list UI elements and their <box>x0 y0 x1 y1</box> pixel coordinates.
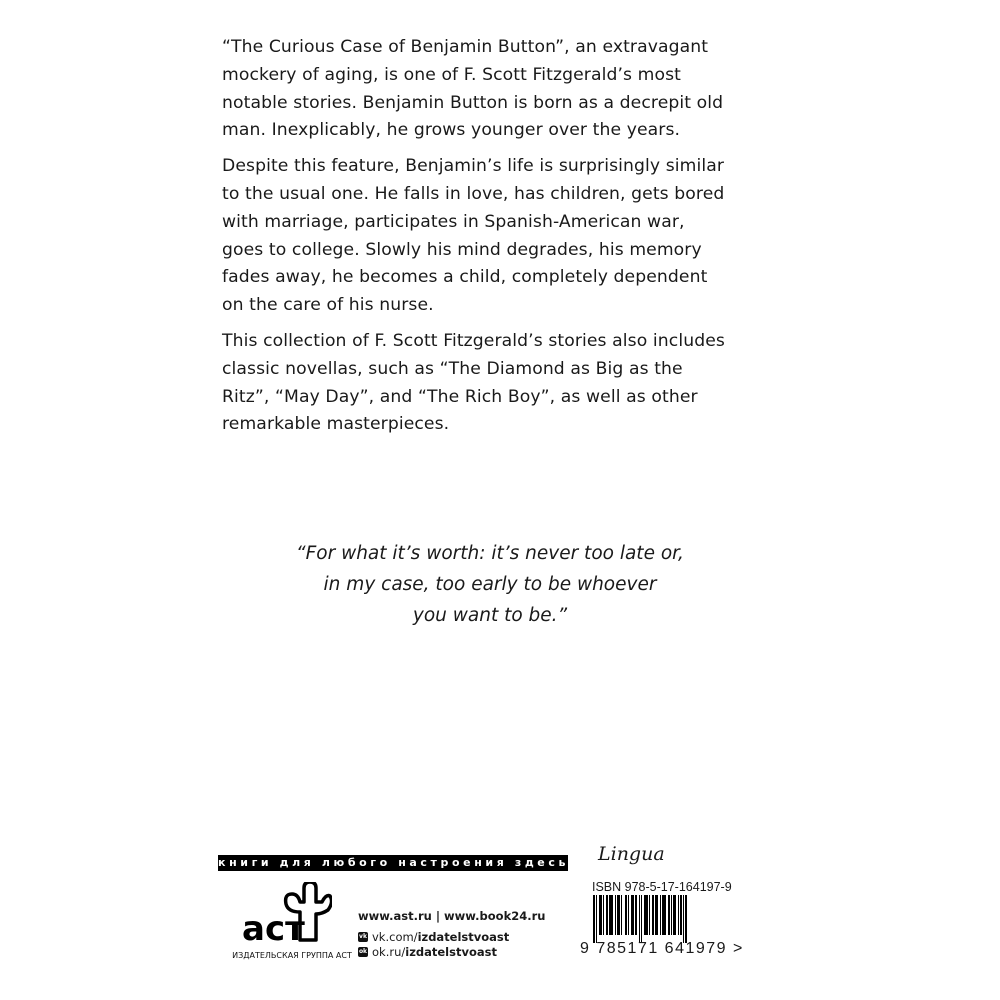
pull-quote <box>240 538 740 631</box>
ok-icon: ok <box>358 947 368 955</box>
barcode-digits: 9 785171 641979 > <box>580 940 744 957</box>
publisher-caption: ИЗДАТЕЛЬСКАЯ ГРУППА АСТ <box>232 951 352 960</box>
vk-link[interactable] <box>358 929 545 944</box>
text-line: with marriage, participates in Spanish-American war, <box>222 211 685 232</box>
text-line: notable stories. Benjamin Button is born as a decrepit old <box>222 92 724 113</box>
description-paragraph-2 <box>222 153 762 320</box>
text-line: Despite this feature, Benjamin’s life is surprisingly similar <box>222 156 725 177</box>
vk-prefix: vk.com/ <box>372 929 418 944</box>
publisher-tagline: книги для любого настроения здесь <box>218 856 570 869</box>
text-line: on the care of his nurse. <box>222 295 434 316</box>
description-paragraph-3 <box>222 328 762 439</box>
ast-logo-icon <box>242 882 332 944</box>
text-line: man. Inexplicably, he grows younger over the years. <box>222 120 681 141</box>
text-line: remarkable masterpieces. <box>222 414 450 435</box>
quote-line: “For what it’s worth: it’s never too late or, <box>296 543 684 564</box>
quote-line: you want to be.” <box>412 605 568 626</box>
barcode-icon <box>593 895 733 943</box>
text-line: This collection of F. Scott Fitzgerald’s stories also includes <box>222 330 725 351</box>
description-paragraph-1 <box>222 34 762 145</box>
lingua-imprint-logo: Lingua <box>598 843 665 865</box>
ok-prefix: ok.ru/ <box>372 944 406 959</box>
quote-line: in my case, too early to be whoever <box>323 574 657 595</box>
publisher-links <box>358 909 545 959</box>
website-links[interactable]: www.ast.ru | www.book24.ru <box>358 909 546 923</box>
ok-handle: izdatelstvoast <box>405 944 497 959</box>
text-line: to the usual one. He falls in love, has children, gets bored <box>222 183 725 204</box>
vk-icon: vk <box>359 932 367 940</box>
text-line: goes to college. Slowly his mind degrades, his memory <box>222 239 702 260</box>
text-line: “The Curious Case of Benjamin Button”, an extravagant <box>222 37 709 57</box>
text-line: Ritz”, “May Day”, and “The Rich Boy”, as well as other <box>222 386 698 407</box>
text-line: mockery of aging, is one of F. Scott Fitzgerald’s most <box>222 64 682 85</box>
isbn-label: ISBN 978-5-17-164197-9 <box>592 880 732 894</box>
text-line: classic novellas, such as “The Diamond as Big as the <box>222 358 683 379</box>
text-line: fades away, he becomes a child, completely dependent <box>222 267 708 288</box>
ok-link[interactable] <box>358 944 545 959</box>
book-description <box>222 34 762 447</box>
vk-handle: izdatelstvoast <box>417 929 510 944</box>
svg-text:аст: аст <box>242 909 305 944</box>
